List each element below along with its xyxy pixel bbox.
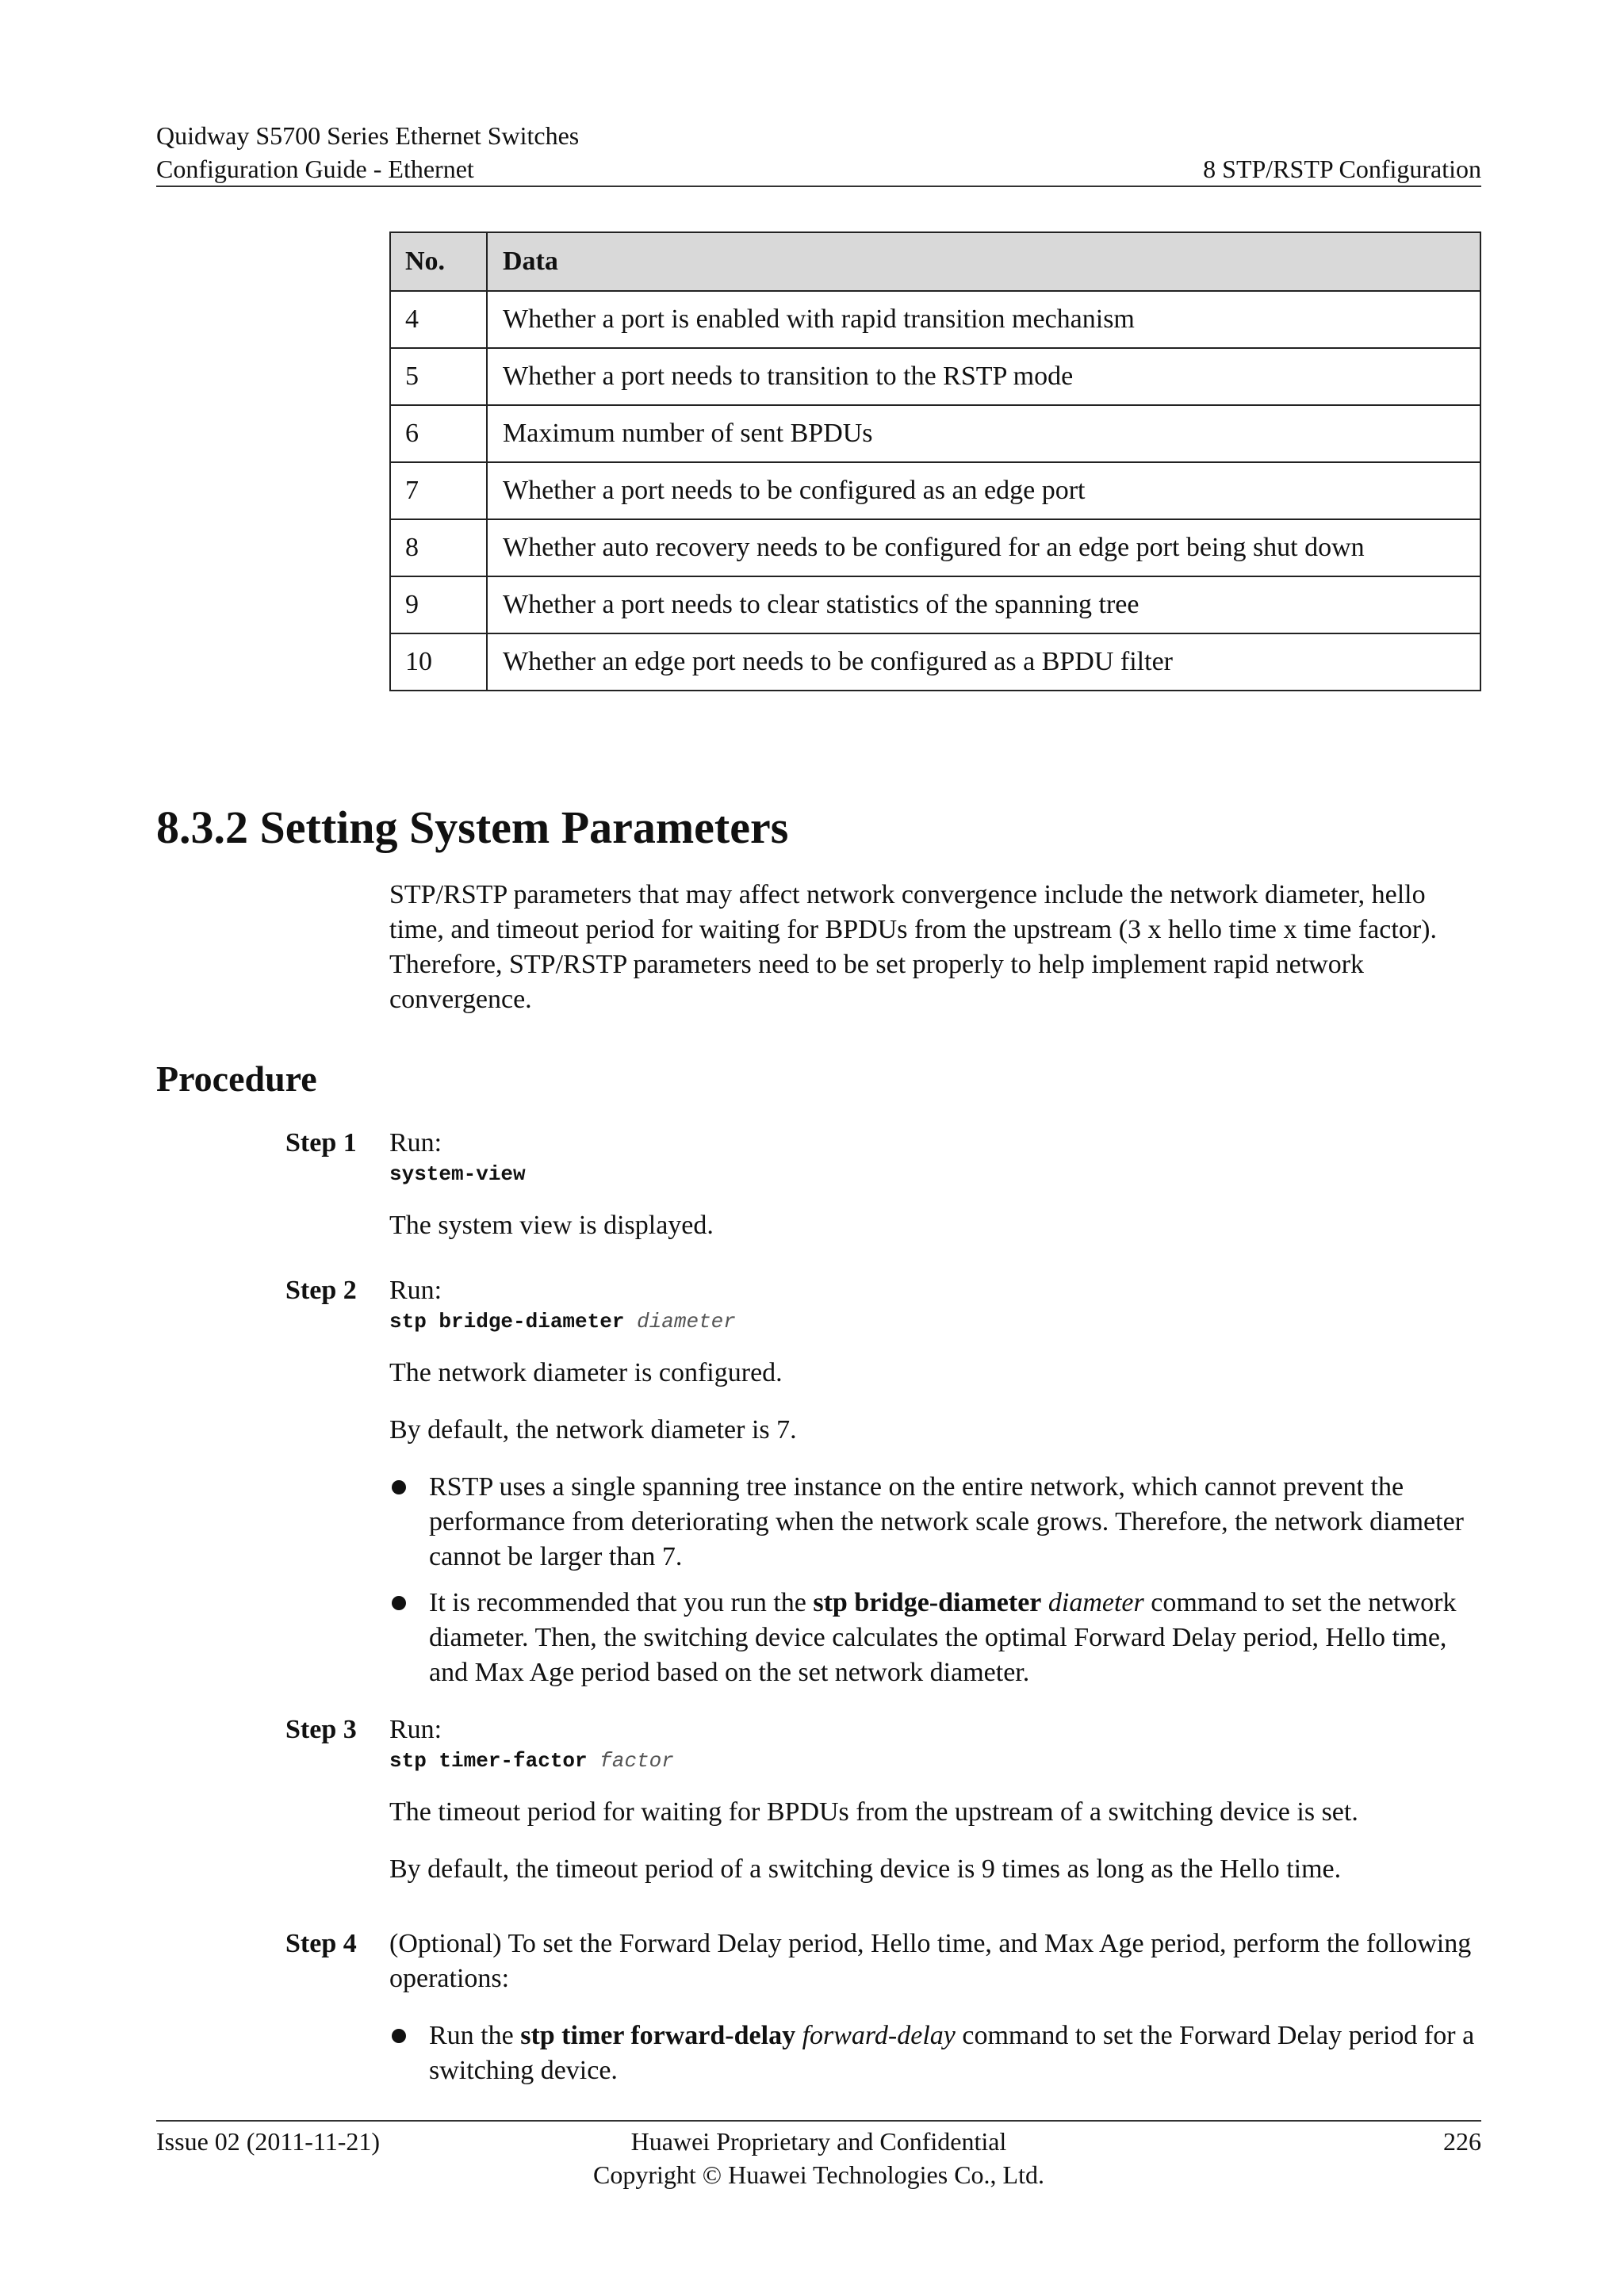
cell-no: 10 [390, 633, 487, 691]
step-run: Run: [389, 1276, 442, 1305]
table-row [390, 519, 1480, 576]
footer-rule [156, 2120, 1481, 2122]
step-description: The system view is displayed. [389, 1211, 714, 1240]
column-header-no: No. [390, 232, 487, 291]
inline-argument: diameter [1048, 1588, 1144, 1617]
step-default: By default, the timeout period of a switching device is 9 times as long as the Hello time. [389, 1854, 1342, 1884]
step-label: Step 4 [285, 1929, 357, 1958]
command-text: stp bridge-diameter [389, 1310, 625, 1334]
table-row [390, 405, 1480, 462]
bullet-list [389, 2019, 1484, 2088]
command-argument: factor [599, 1749, 674, 1773]
cell-data: Whether a port is enabled with rapid transition mechanism [487, 291, 1480, 348]
section-intro: STP/RSTP parameters that may affect network convergence include the network diameter, hello time, and timeout period for waiting for BPDUs from the upstream (3 x hello time x time factor). Therefore, STP/RSTP parameters need to be set properly to help implement rapid network convergence. [389, 880, 1437, 1014]
table-header-row [390, 232, 1480, 291]
inline-command: stp timer forward-delay [520, 2021, 796, 2050]
list-item: RSTP uses a single spanning tree instance on the entire network, which cannot prevent the performance from deteriorating when the network scale grows. Therefore, the network diameter cannot be larger than 7. [389, 1470, 1484, 1575]
cell-no: 8 [390, 519, 487, 576]
inline-argument: forward-delay [802, 2021, 956, 2050]
footer-copyright: Copyright © Huawei Technologies Co., Ltd. [593, 2160, 1044, 2189]
table-row [390, 291, 1480, 348]
step-label: Step 1 [285, 1128, 357, 1158]
command-text: stp timer-factor [389, 1749, 588, 1773]
cell-data: Whether a port needs to clear statistics of the spanning tree [487, 576, 1480, 633]
section-title: 8.3.2 Setting System Parameters [156, 802, 789, 853]
step-label: Step 3 [285, 1715, 357, 1744]
column-header-data: Data [487, 232, 1480, 291]
data-table [389, 232, 1481, 691]
list-item: It is recommended that you run the stp bridge-diameter diameter command to set the network diameter. Then, the switching device calculates the optimal Forward Delay period, Hello time, and Max Age period based on the set network diameter. [389, 1586, 1484, 1690]
command-text: system-view [389, 1162, 526, 1186]
page-number: 226 [1443, 2127, 1481, 2156]
step-run: Run: [389, 1128, 442, 1158]
cell-data: Whether auto recovery needs to be configured for an edge port being shut down [487, 519, 1480, 576]
procedure-title: Procedure [156, 1058, 317, 1099]
page-header [156, 119, 1481, 186]
cell-data: Whether a port needs to transition to the RSTP mode [487, 348, 1480, 405]
bullet-dot-icon [392, 2029, 406, 2043]
step-label: Step 2 [285, 1276, 357, 1305]
command-line [389, 1747, 1484, 1774]
table-row [390, 633, 1480, 691]
step-description: The network diameter is configured. [389, 1358, 783, 1387]
command-argument: diameter [637, 1310, 736, 1334]
footer-confidential: Huawei Proprietary and Confidential [630, 2127, 1007, 2156]
cell-data: Whether a port needs to be configured as an edge port [487, 462, 1480, 519]
bullet-list [389, 1470, 1484, 1690]
header-chapter: 8 STP/RSTP Configuration [1203, 155, 1481, 183]
step-description: The timeout period for waiting for BPDUs from the upstream of a switching device is set. [389, 1797, 1358, 1827]
cell-data: Maximum number of sent BPDUs [487, 405, 1480, 462]
step-run: Run: [389, 1715, 442, 1744]
header-guide: Configuration Guide - Ethernet [156, 155, 474, 183]
cell-no: 6 [390, 405, 487, 462]
table-row [390, 348, 1480, 405]
table-row [390, 462, 1480, 519]
inline-command: stp bridge-diameter [813, 1588, 1042, 1617]
cell-no: 7 [390, 462, 487, 519]
bullet-dot-icon [392, 1480, 406, 1494]
bullet-dot-icon [392, 1596, 406, 1610]
header-product: Quidway S5700 Series Ethernet Switches [156, 121, 580, 150]
list-item: Run the stp timer forward-delay forward-delay command to set the Forward Delay period for a switching device. [389, 2019, 1484, 2088]
step-description: (Optional) To set the Forward Delay period, Hello time, and Max Age period, perform the following operations: [389, 1929, 1472, 1993]
command-line [389, 1308, 1484, 1335]
table-row [390, 576, 1480, 633]
step-default: By default, the network diameter is 7. [389, 1415, 797, 1445]
cell-no: 4 [390, 291, 487, 348]
cell-data: Whether an edge port needs to be configured as a BPDU filter [487, 633, 1480, 691]
footer-issue: Issue 02 (2011-11-21) [156, 2127, 381, 2156]
cell-no: 9 [390, 576, 487, 633]
cell-no: 5 [390, 348, 487, 405]
header-rule [156, 186, 1481, 187]
